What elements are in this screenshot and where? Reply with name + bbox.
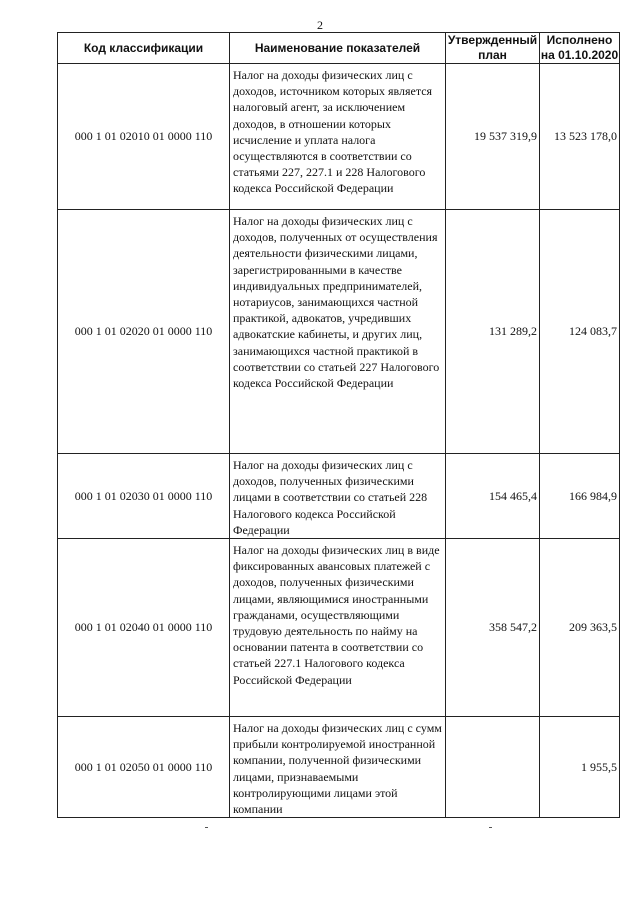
header-executed: Исполнено на 01.10.2020 bbox=[540, 33, 619, 62]
cell-plan bbox=[446, 717, 540, 818]
cell-executed: 124 083,7 bbox=[540, 210, 620, 454]
cell-plan: 358 547,2 bbox=[446, 539, 540, 717]
cell-executed: 1 955,5 bbox=[540, 717, 620, 818]
cell-code: 000 1 01 02050 01 0000 110 bbox=[58, 717, 230, 818]
table-row bbox=[58, 539, 620, 717]
cell-code: 000 1 01 02030 01 0000 110 bbox=[58, 454, 230, 539]
table-header-row bbox=[58, 33, 620, 64]
cell-plan: 19 537 319,9 bbox=[446, 64, 540, 210]
cell-executed: 209 363,5 bbox=[540, 539, 620, 717]
page-number: 2 bbox=[317, 18, 323, 32]
budget-table bbox=[57, 32, 620, 818]
cell-code: 000 1 01 02040 01 0000 110 bbox=[58, 539, 230, 717]
header-name: Наименование показателей bbox=[230, 33, 446, 64]
header-plan: Утвержденный план bbox=[446, 33, 540, 64]
header-code: Код классификации bbox=[58, 33, 230, 64]
table-row bbox=[58, 64, 620, 210]
cell-name: Налог на доходы физических лиц с доходов, полученных от осуществления деятельности физическими лицами, зарегистрированными в качестве индивидуальных предпринимателей, нотариусов, занимающихся частной практикой, адвокатов, учредивших адвокатские кабинеты, и других лиц, занимающихся частной практикой в соответствии со статьей 227 Налогового кодекса Российской Федерации bbox=[230, 210, 446, 454]
cell-name: Налог на доходы физических лиц с доходов, полученных физическими лицами в соответствии со статьей 228 Налогового кодекса Российской Федерации bbox=[230, 454, 446, 539]
cell-plan: 131 289,2 bbox=[446, 210, 540, 454]
cell-code: 000 1 01 02010 01 0000 110 bbox=[58, 64, 230, 210]
cell-name: Налог на доходы физических лиц в виде фиксированных авансовых платежей с доходов, полученных физическими лицами, являющимися иностранными гражданами, осуществляющими трудовую деятельность по найму на основании патента в соответствии со статьей 227.1 Налогового кодекса Российской Федерации bbox=[230, 539, 446, 717]
cell-executed: 13 523 178,0 bbox=[540, 64, 620, 210]
cell-code: 000 1 01 02020 01 0000 110 bbox=[58, 210, 230, 454]
cell-name: Налог на доходы физических лиц с сумм прибыли контролируемой иностранной компании, полученной физическими лицами, признаваемыми контролирующими лицами этой компании bbox=[230, 717, 446, 818]
scan-speck bbox=[205, 827, 208, 828]
cell-plan: 154 465,4 bbox=[446, 454, 540, 539]
table-row bbox=[58, 210, 620, 454]
table-row bbox=[58, 454, 620, 539]
cell-executed: 166 984,9 bbox=[540, 454, 620, 539]
table-row bbox=[58, 717, 620, 818]
cell-name: Налог на доходы физических лиц с доходов, источником которых является налоговый агент, за исключением доходов, в отношении которых исчисление и уплата налога осуществляются в соответствии со статьями 227, 227.1 и 228 Налогового кодекса Российской Федерации bbox=[230, 64, 446, 210]
scan-speck bbox=[489, 827, 492, 828]
